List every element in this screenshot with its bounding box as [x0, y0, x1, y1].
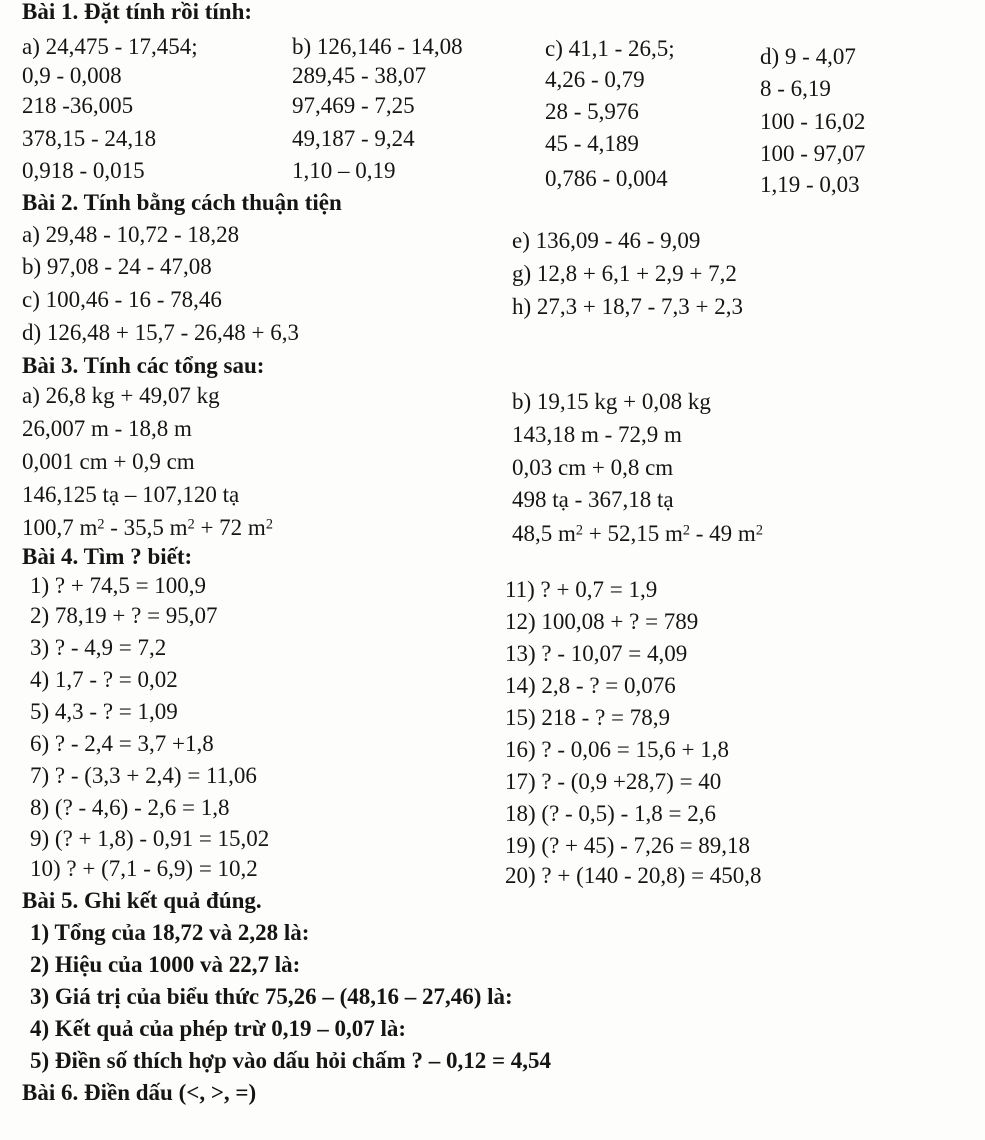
bai4-item-18: 18) (? - 0,5) - 1,8 = 2,6 [505, 801, 716, 826]
bai4-item-14: 14) 2,8 - ? = 0,076 [505, 673, 676, 698]
bai4-item-4: 4) 1,7 - ? = 0,02 [30, 667, 178, 692]
bai3-a: a) 26,8 kg + 49,07 kg [22, 383, 220, 408]
bai4-item-17: 17) ? - (0,9 +28,7) = 40 [505, 769, 722, 794]
bai5-item-1: 1) Tổng của 18,72 và 2,28 là: [30, 920, 310, 945]
bai3-title: Bài 3. Tính các tổng sau: [22, 353, 265, 378]
bai4-item-19: 19) (? + 45) - 7,26 = 89,18 [505, 833, 751, 858]
bai4-title: Bài 4. Tìm ? biết: [22, 544, 193, 569]
bai4-item-15: 15) 218 - ? = 78,9 [505, 705, 670, 730]
bai1-b-1: b) 126,146 - 14,08 [292, 34, 463, 59]
bai5-item-5: 5) Điền số thích hợp vào dấu hỏi chấm ? – 0,12 = 4,54 [30, 1048, 552, 1073]
bai3-row2-left: 26,007 m - 18,8 m [22, 416, 192, 441]
bai3-row2-right: 143,18 m - 72,9 m [512, 422, 682, 447]
bai5-item-2: 2) Hiệu của 1000 và 22,7 là: [30, 952, 301, 977]
bai4-item-16: 16) ? - 0,06 = 15,6 + 1,8 [505, 737, 729, 762]
bai4-item-7: 7) ? - (3,3 + 2,4) = 11,06 [30, 763, 257, 788]
bai2-e: e) 136,09 - 46 - 9,09 [512, 228, 701, 253]
bai1-b-4: 49,187 - 9,24 [292, 126, 415, 151]
bai1-c-1: c) 41,1 - 26,5; [545, 36, 675, 61]
bai2-g: g) 12,8 + 6,1 + 2,9 + 7,2 [512, 261, 737, 286]
bai5-title: Bài 5. Ghi kết quả đúng. [22, 888, 262, 913]
bai4-item-2: 2) 78,19 + ? = 95,07 [30, 603, 218, 628]
bai1-b-3: 97,469 - 7,25 [292, 93, 415, 118]
bai1-d-4: 100 - 97,07 [760, 141, 866, 166]
bai2-a: a) 29,48 - 10,72 - 18,28 [22, 222, 240, 247]
bai5-item-3: 3) Giá trị của biểu thức 75,26 – (48,16 – 27,46) là: [30, 984, 513, 1009]
bai2-d: d) 126,48 + 15,7 - 26,48 + 6,3 [22, 320, 300, 345]
bai1-d-2: 8 - 6,19 [760, 76, 831, 101]
bai2-title: Bài 2. Tính bằng cách thuận tiện [22, 190, 342, 215]
bai1-b-2: 289,45 - 38,07 [292, 63, 427, 88]
bai3-row3-right: 0,03 cm + 0,8 cm [512, 455, 674, 480]
bai3-row4-left: 146,125 tạ – 107,120 tạ [22, 482, 240, 507]
bai1-d-3: 100 - 16,02 [760, 109, 866, 134]
bai4-item-20: 20) ? + (140 - 20,8) = 450,8 [505, 863, 762, 888]
bai4-item-12: 12) 100,08 + ? = 789 [505, 609, 699, 634]
bai1-title: Bài 1. Đặt tính rồi tính: [22, 0, 253, 24]
bai4-item-8: 8) (? - 4,6) - 2,6 = 1,8 [30, 795, 230, 820]
bai1-b-5: 1,10 – 0,19 [292, 158, 396, 183]
bai1-a-5: 0,918 - 0,015 [22, 158, 145, 183]
bai3-b: b) 19,15 kg + 0,08 kg [512, 389, 711, 414]
bai1-a-3: 218 -36,005 [22, 93, 134, 118]
bai1-c-4: 45 - 4,189 [545, 131, 639, 156]
bai4-item-13: 13) ? - 10,07 = 4,09 [505, 641, 688, 666]
bai4-item-6: 6) ? - 2,4 = 3,7 +1,8 [30, 731, 214, 756]
bai2-h: h) 27,3 + 18,7 - 7,3 + 2,3 [512, 294, 744, 319]
bai3-row4-right: 498 tạ - 367,18 tạ [512, 487, 674, 512]
bai4-item-11: 11) ? + 0,7 = 1,9 [505, 577, 658, 602]
bai1-c-3: 28 - 5,976 [545, 99, 639, 124]
bai3-row5-right: 48,5 $m^2 + 52,15$ $m^2 - 49$ $m^2$ [512, 521, 763, 546]
bai5-item-4: 4) Kết quả của phép trừ 0,19 – 0,07 là: [30, 1016, 407, 1041]
bai4-item-5: 5) 4,3 - ? = 1,09 [30, 699, 178, 724]
bai1-a-1: a) 24,475 - 17,454; [22, 34, 198, 59]
bai1-a-2: 0,9 - 0,008 [22, 63, 122, 88]
bai3-row5-left: 100,7 $m^2 - 35,5$ $m^2 + 72$ $m^2$ [22, 515, 273, 540]
bai1-d-5: 1,19 - 0,03 [760, 172, 860, 197]
bai1-c-2: 4,26 - 0,79 [545, 67, 645, 92]
bai4-item-9: 9) (? + 1,8) - 0,91 = 15,02 [30, 826, 270, 851]
bai6-title: Bài 6. Điền dấu (<, >, =) [22, 1080, 257, 1105]
bai2-b: b) 97,08 - 24 - 47,08 [22, 254, 212, 279]
bai1-c-5: 0,786 - 0,004 [545, 166, 668, 191]
bai1-d-1: d) 9 - 4,07 [760, 44, 856, 69]
bai4-item-3: 3) ? - 4,9 = 7,2 [30, 635, 167, 660]
bai4-item-1: 1) ? + 74,5 = 100,9 [30, 573, 207, 598]
bai1-a-4: 378,15 - 24,18 [22, 126, 157, 151]
bai3-row3-left: 0,001 cm + 0,9 cm [22, 449, 195, 474]
bai2-c: c) 100,46 - 16 - 78,46 [22, 287, 222, 312]
bai4-item-10: 10) ? + (7,1 - 6,9) = 10,2 [30, 856, 258, 881]
